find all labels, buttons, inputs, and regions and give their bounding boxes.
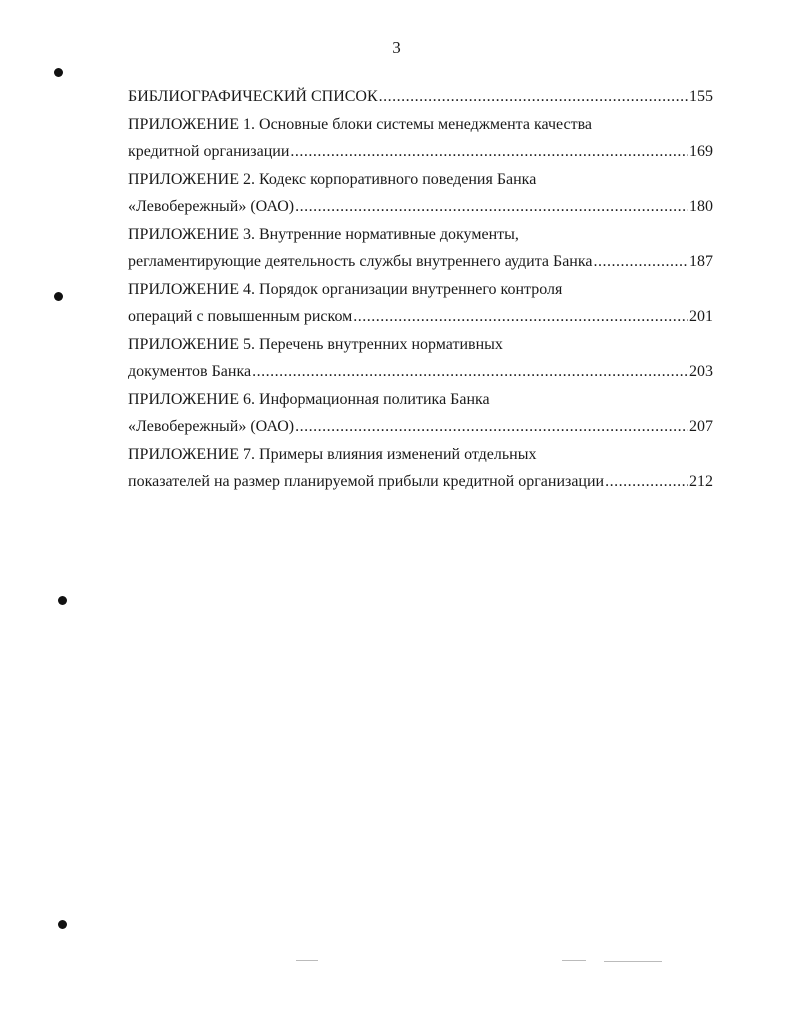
scan-speck: [562, 960, 586, 961]
toc-entry-title: операций с повышенным риском: [128, 308, 353, 325]
toc-entry-appendix-6[interactable]: [128, 413, 713, 441]
toc-entry-page: 180: [689, 198, 713, 215]
toc-entry-line[interactable]: ПРИЛОЖЕНИЕ 3. Внутренние нормативные документы,: [128, 225, 519, 243]
leader-dots: [379, 83, 688, 111]
leader-dots: [594, 248, 689, 276]
toc-entry-title: кредитной организации: [128, 143, 290, 160]
punch-hole-mark: [58, 920, 67, 929]
toc-entry-appendix-1[interactable]: [128, 138, 713, 166]
toc-entry-line[interactable]: ПРИЛОЖЕНИЕ 4. Порядок организации внутреннего контроля: [128, 280, 563, 298]
toc-entry-page: 155: [689, 88, 713, 105]
toc-entry-page: 169: [689, 143, 713, 160]
table-of-contents: [128, 83, 713, 496]
toc-entry-title: показателей на размер планируемой прибыли кредитной организации: [128, 473, 605, 490]
punch-hole-mark: [54, 68, 63, 77]
toc-entry-bibliography[interactable]: [128, 83, 713, 111]
page-number: 3: [392, 38, 401, 57]
toc-entry-appendix-3[interactable]: [128, 248, 713, 276]
scan-speck: [296, 960, 318, 961]
toc-entry-appendix-4[interactable]: [128, 303, 713, 331]
toc-entry-title: «Левобережный» (ОАО): [128, 418, 295, 435]
toc-entry-line[interactable]: ПРИЛОЖЕНИЕ 2. Кодекс корпоративного поведения Банка: [128, 170, 537, 188]
leader-dots: [353, 303, 688, 331]
leader-dots: [605, 468, 688, 496]
punch-hole-mark: [58, 596, 67, 605]
toc-entry-appendix-7[interactable]: [128, 468, 713, 496]
toc-entry-appendix-2[interactable]: [128, 193, 713, 221]
leader-dots: [290, 138, 688, 166]
toc-entry-title: регламентирующие деятельность службы внутреннего аудита Банка: [128, 253, 593, 270]
leader-dots: [295, 193, 688, 221]
toc-entry-line[interactable]: ПРИЛОЖЕНИЕ 7. Примеры влияния изменений отдельных: [128, 445, 537, 463]
toc-entry-line[interactable]: ПРИЛОЖЕНИЕ 1. Основные блоки системы менеджмента качества: [128, 115, 593, 133]
toc-entry-page: 203: [689, 363, 713, 380]
punch-hole-mark: [54, 292, 63, 301]
toc-entry-line[interactable]: ПРИЛОЖЕНИЕ 5. Перечень внутренних нормативных: [128, 335, 503, 353]
toc-entry-title: «Левобережный» (ОАО): [128, 198, 295, 215]
toc-entry-line[interactable]: ПРИЛОЖЕНИЕ 6. Информационная политика Банка: [128, 390, 490, 408]
toc-entry-appendix-5[interactable]: [128, 358, 713, 386]
toc-entry-title: БИБЛИОГРАФИЧЕСКИЙ СПИСОК: [128, 88, 378, 105]
toc-entry-page: 201: [689, 308, 713, 325]
toc-entry-page: 207: [689, 418, 713, 435]
toc-entry-page: 187: [689, 253, 713, 270]
leader-dots: [252, 358, 688, 386]
toc-entry-page: 212: [689, 473, 713, 490]
scan-speck: [604, 961, 662, 962]
leader-dots: [295, 413, 688, 441]
toc-entry-title: документов Банка: [128, 363, 252, 380]
